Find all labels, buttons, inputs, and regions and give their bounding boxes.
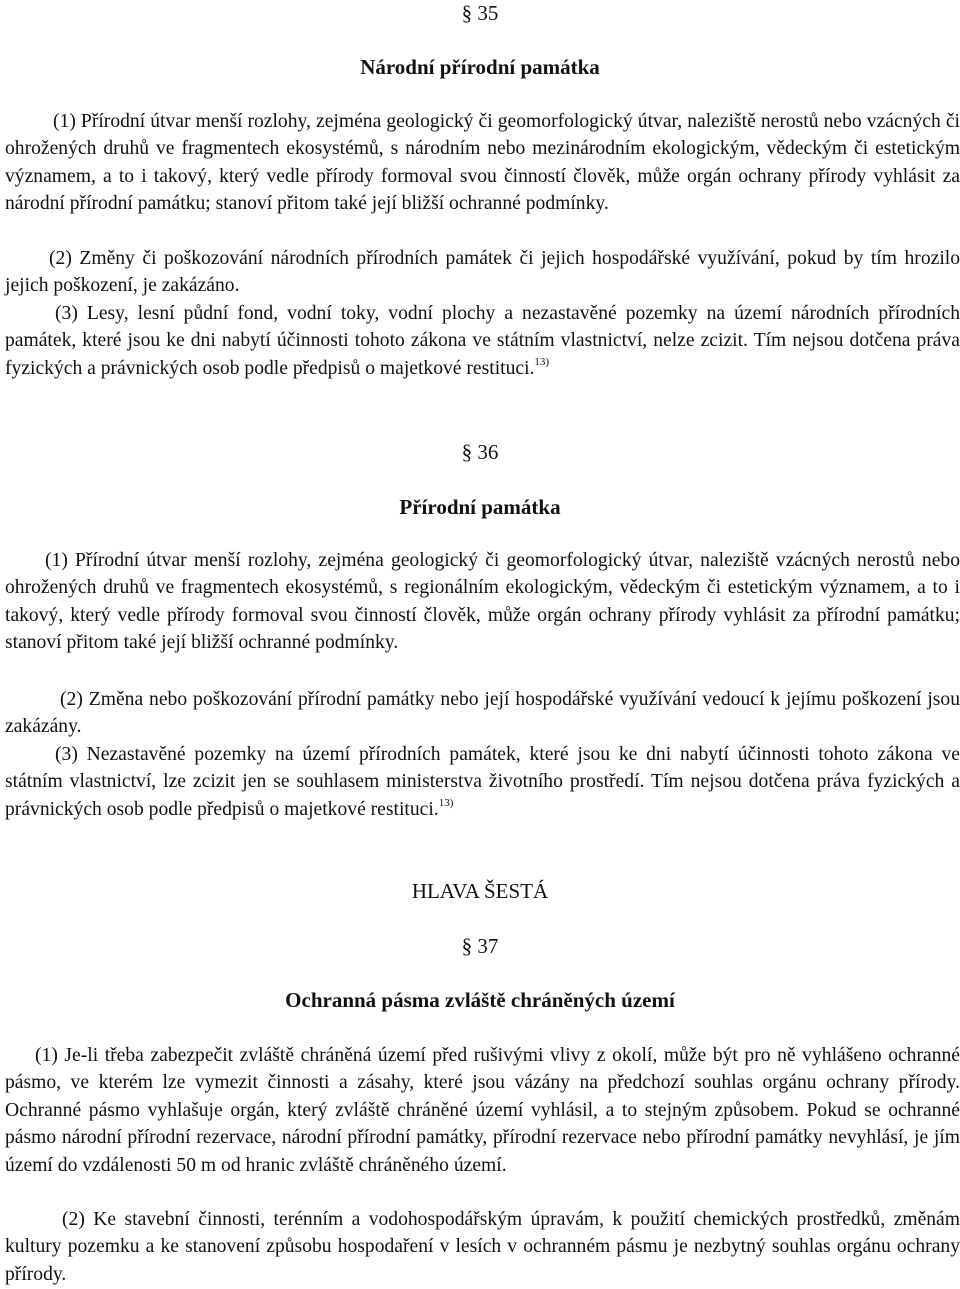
section-title-36: Přírodní památka: [399, 495, 561, 519]
section-title-35: Národní přírodní památka: [360, 55, 600, 79]
section-number-37: § 37: [461, 934, 499, 958]
section-number-36: § 36: [461, 440, 499, 464]
chapter-heading: HLAVA ŠESTÁ: [411, 879, 549, 903]
footnote-ref: 13): [534, 355, 550, 368]
s35-paragraph-2: (2) Změny či poškozování národních přírodních památek či jejich hospodářské využívání, pokud by tím hrozilo jejich poškození, je zakázáno.: [5, 248, 960, 297]
s35-paragraph-3: [5, 300, 960, 382]
s36-paragraph-2: (2) Změna nebo poškozování přírodní památky nebo její hospodářské využívání vedoucí k jejímu poškození jsou zakázány.: [5, 689, 960, 738]
s35-paragraph-1: (1) Přírodní útvar menší rozlohy, zejména geologický či geomorfologický útvar, naleziště nerostů nebo vzácných či ohrožených druhů ve fragmentech ekosystémů, s národním nebo mezinárodním ekologickým, vědeckým či estetickým významem, a to i takový, který vedle přírody formoval svou činností člověk, může orgán ochrany přírody vyhlásit za národní přírodní památku; stanoví přitom také její bližší ochranné podmínky.: [5, 111, 960, 215]
s35-paragraph-3-text: (3) Lesy, lesní půdní fond, vodní toky, vodní plochy a nezastavěné pozemky na území národních přírodních památek, které jsou ke dni nabytí účinnosti tohoto zákona ve státním vlastnictví, nelze zcizit. Tím nejsou dotčena práva fyzických a právnických osob podle předpisů o majetkové restituci.: [5, 303, 960, 379]
section-number-35: § 35: [461, 1, 499, 25]
s36-paragraph-3-text: (3) Nezastavěné pozemky na území přírodních památek, které jsou ke dni nabytí účinnosti tohoto zákona ve státním vlastnictví, lze zcizit jen se souhlasem ministerstva životního prostředí. Tím nejsou dotčena práva fyzických a právnických osob podle předpisů o majetkové restituci.: [5, 744, 960, 820]
s37-paragraph-2: (2) Ke stavební činnosti, terénním a vodohospodářským úpravám, k použití chemických prostředků, změnám kultury pozemku a ke stanovení způsobu hospodaření v lesích v ochranném pásmu je nezbytný souhlas orgánu ochrany přírody.: [5, 1209, 960, 1285]
s37-paragraph-1: (1) Je-li třeba zabezpečit zvláště chráněná území před rušivými vlivy z okolí, může být pro ně vyhlášeno ochranné pásmo, ve kterém lze vymezit činnosti a zásahy, které jsou vázány na předchozí souhlas orgánu ochrany přírody. Ochranné pásmo vyhlašuje orgán, který zvláště chráněné území vyhlásil, a to stejným způsobem. Pokud se ochranné pásmo národní přírodní rezervace, národní přírodní památky, přírodní rezervace nebo přírodní památky nevyhlásí, je jím území do vzdálenosti 50 m od hranic zvláště chráněného území.: [5, 1045, 960, 1176]
s36-paragraph-1: (1) Přírodní útvar menší rozlohy, zejména geologický či geomorfologický útvar, naleziště vzácných nerostů nebo ohrožených druhů ve fragmentech ekosystémů, s regionálním ekologickým, vědeckým či estetickým významem, a to i takový, který vedle přírody formoval svou činností člověk, může orgán ochrany přírody vyhlásit za přírodní památku; stanoví přitom také její bližší ochranné podmínky.: [5, 550, 960, 654]
footnote-ref: 13): [438, 796, 454, 809]
section-title-37: Ochranná pásma zvláště chráněných území: [285, 988, 675, 1012]
s36-paragraph-3: [5, 741, 960, 823]
